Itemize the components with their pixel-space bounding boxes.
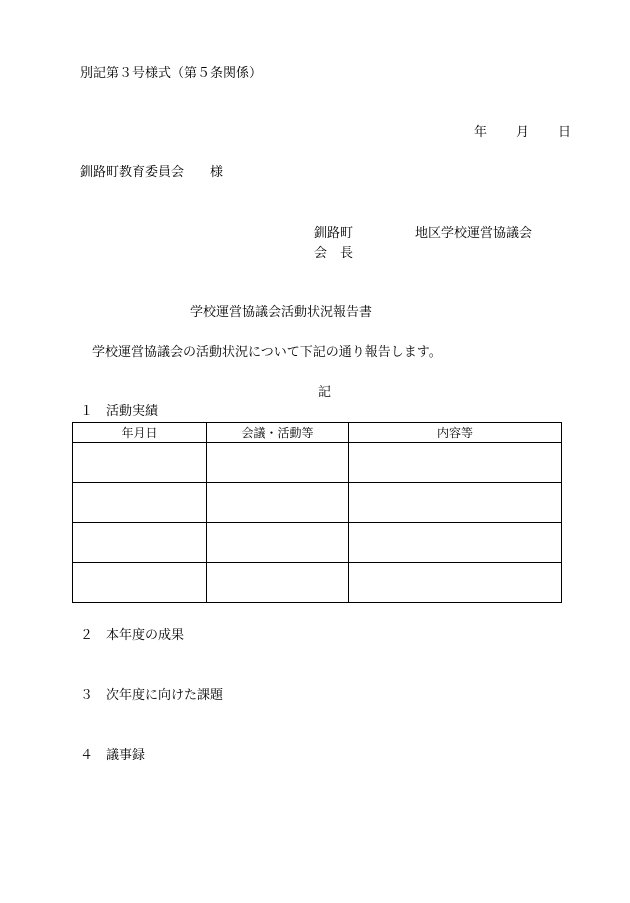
date-day: 日 [558, 125, 572, 140]
section-label: 次年度に向けた課題 [106, 688, 224, 703]
form-number: 別記第３号様式（第５条関係） [80, 66, 263, 81]
activity-table [72, 422, 562, 603]
table-row [73, 563, 562, 603]
date-line [474, 126, 571, 139]
table-row [73, 483, 562, 523]
sender-org-prefix: 釧路町 [314, 226, 354, 241]
sender-title: 会 長 [314, 246, 354, 261]
section-minutes [80, 749, 145, 762]
section-next-year-issues [80, 689, 223, 702]
document-title: 学校運営協議会活動状況報告書 [190, 305, 373, 320]
section-label: 本年度の成果 [106, 628, 185, 643]
section-activity-results [80, 405, 158, 418]
table-row [73, 523, 562, 563]
table-cell[interactable] [207, 523, 349, 563]
table-row [73, 443, 562, 483]
table-cell[interactable] [349, 483, 562, 523]
table-cell[interactable] [73, 523, 207, 563]
date-month: 月 [516, 125, 530, 140]
table-cell[interactable] [73, 443, 207, 483]
addressee: 釧路町教育委員会 様 [80, 165, 224, 180]
section-number: １ [80, 404, 94, 419]
column-header-content: 内容等 [349, 423, 562, 443]
table-cell[interactable] [349, 523, 562, 563]
table-cell[interactable] [73, 563, 207, 603]
table-header-row [73, 423, 562, 443]
column-header-meeting: 会議・活動等 [207, 423, 349, 443]
table-cell[interactable] [207, 483, 349, 523]
section-label: 活動実績 [106, 404, 159, 419]
section-this-year-results [80, 629, 184, 642]
section-number: ２ [80, 628, 94, 643]
sender-org-suffix: 地区学校運営協議会 [415, 226, 533, 241]
ki-heading: 記 [318, 385, 332, 400]
table-cell[interactable] [207, 563, 349, 603]
table-cell[interactable] [73, 483, 207, 523]
date-year: 年 [474, 125, 488, 140]
table-cell[interactable] [207, 443, 349, 483]
section-number: ４ [80, 748, 94, 763]
section-label: 議事録 [106, 748, 146, 763]
sender-organization [314, 227, 532, 240]
column-header-date: 年月日 [73, 423, 207, 443]
table-cell[interactable] [349, 443, 562, 483]
table-cell[interactable] [349, 563, 562, 603]
section-number: ３ [80, 688, 94, 703]
intro-text: 学校運営協議会の活動状況について下記の通り報告します。 [92, 345, 442, 360]
